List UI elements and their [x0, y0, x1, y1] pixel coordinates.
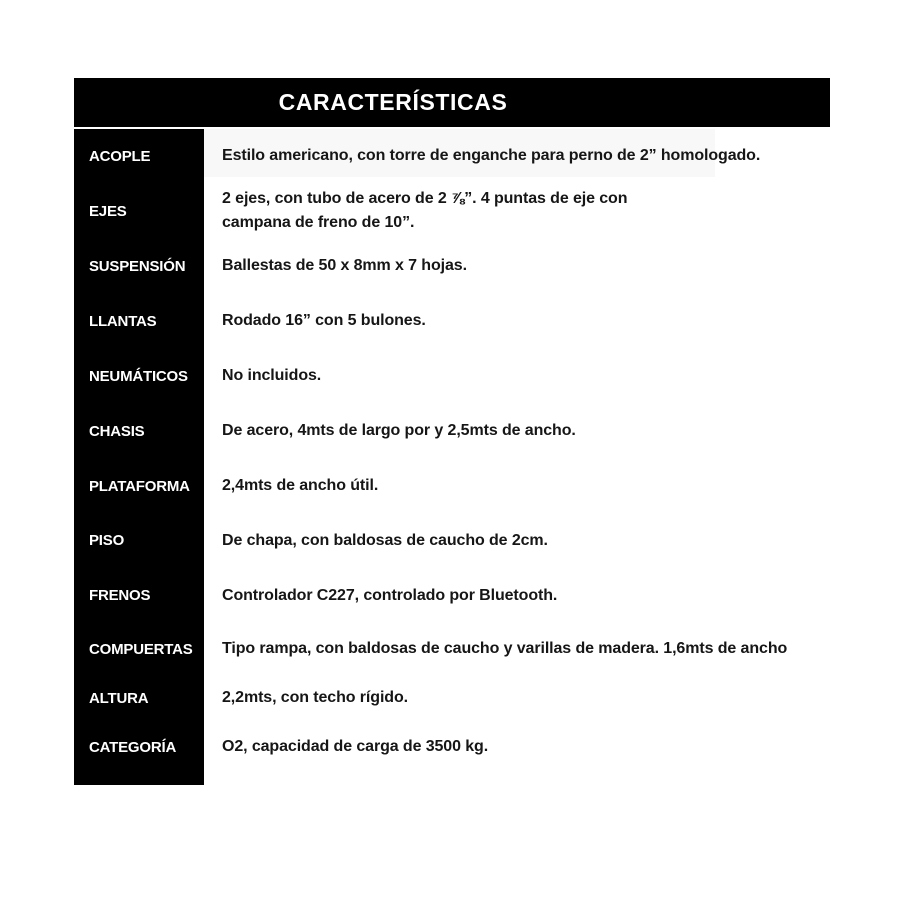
label-column-filler	[74, 773, 204, 785]
spec-value: Estilo americano, con torre de enganche para perno de 2” homologado.	[204, 129, 830, 183]
spec-table	[74, 129, 830, 785]
spec-row-ejes	[74, 183, 830, 239]
spec-label: FRENOS	[74, 568, 204, 623]
spec-label: PISO	[74, 513, 204, 568]
spec-row-categoria	[74, 721, 830, 773]
spec-row-frenos	[74, 568, 830, 623]
spec-label: NEUMÁTICOS	[74, 349, 204, 403]
spec-row-suspension	[74, 239, 830, 293]
spec-label: ACOPLE	[74, 129, 204, 183]
spec-label: LLANTAS	[74, 293, 204, 349]
spec-value: 2,2mts, con techo rígido.	[222, 689, 408, 706]
table-header	[74, 78, 830, 127]
spec-label: EJES	[74, 183, 204, 239]
spec-value: 2 ejes, con tubo de acero de 2 ⅞”. 4 puntas de eje con campana de freno de 10”.	[222, 190, 628, 231]
page-title: CARACTERÍSTICAS	[278, 89, 508, 115]
spec-value: O2, capacidad de carga de 3500 kg.	[222, 738, 489, 755]
spec-value: Tipo rampa, con baldosas de caucho y varillas de madera. 1,6mts de ancho	[222, 640, 788, 657]
spec-row-acople	[74, 129, 830, 183]
spec-value: No incluidos.	[222, 367, 322, 384]
spec-value: 2,4mts de ancho útil.	[222, 477, 379, 494]
spec-value: De chapa, con baldosas de caucho de 2cm.	[222, 531, 548, 549]
spec-value: De acero, 4mts de largo por y 2,5mts de ancho.	[222, 422, 576, 439]
spec-row-neumaticos	[74, 349, 830, 403]
spec-value: Rodado 16” con 5 bulones.	[222, 312, 426, 329]
spec-row-compuertas	[74, 623, 830, 675]
spec-row-altura	[74, 675, 830, 721]
spec-label: PLATAFORMA	[74, 459, 204, 513]
spec-value: Ballestas de 50 x 8mm x 7 hojas.	[222, 257, 467, 274]
spec-sheet	[74, 78, 830, 785]
spec-label: ALTURA	[74, 675, 204, 721]
spec-row-piso	[74, 513, 830, 568]
spec-label: CHASIS	[74, 403, 204, 459]
spec-row-chasis	[74, 403, 830, 459]
spec-label: COMPUERTAS	[74, 623, 204, 675]
spec-value: Controlador C227, controlado por Bluetooth.	[222, 586, 558, 604]
spec-label: SUSPENSIÓN	[74, 239, 204, 293]
spec-row-plataforma	[74, 459, 830, 513]
spec-row-llantas	[74, 293, 830, 349]
spec-label: CATEGORÍA	[74, 721, 204, 773]
